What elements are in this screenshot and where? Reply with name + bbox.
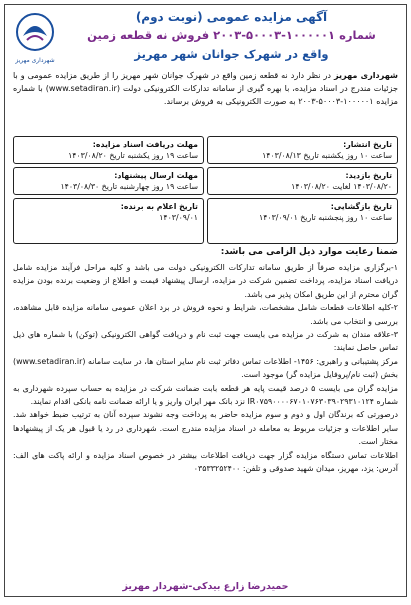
publish-date-box: [207, 136, 398, 164]
announce-date-label: تاریخ اعلام به برنده:: [120, 202, 198, 211]
visit-date-label: تاریخ بازدید:: [345, 171, 392, 180]
title-line-3: واقع در شهرک جوانان شهر مهریز: [134, 47, 329, 61]
opening-date-box: [207, 198, 398, 244]
docs-deadline-label: مهلت دریافت اسناد مزایده:: [92, 140, 198, 149]
svg-text:شهرداری مهریز: شهرداری مهریز: [15, 57, 55, 64]
submit-deadline-value: ساعت ۱۹ روز چهارشنبه تاریخ ۱۴۰۳/۰۸/۳۰: [60, 182, 198, 191]
opening-date-label: تاریخ بازگشایی:: [330, 202, 392, 211]
ad-header: [67, 9, 396, 63]
announce-date-value: ۱۴۰۳/۰۹/۰۱: [159, 213, 198, 222]
condition-paragraph: مزایده گران می بایست ۵ درصد قیمت پایه هر قطعه بابت ضمانت شرکت در مزایده به حساب سپرده شهرداری به شماره IR۰۷۵۹۰۰۰۰۶۷۰۱۰۷۶۳۰۳۹۰۲۹۳۱۰۱۲۴ نزد بانک مهر ایران واریز و یا ارائه ضمانت نامه بانکی اقدام نمایند.: [13, 383, 398, 407]
dates-grid: [13, 136, 398, 244]
mayor-signature: حمیدرضا زارع بیدکی-شهردار مهریز: [122, 581, 289, 592]
conditions-body: [13, 261, 398, 476]
publish-date-value: ساعت ۱۰ روز یکشنبه تاریخ ۱۴۰۳/۰۸/۱۳: [262, 151, 392, 160]
title-line-2: شماره ۱۰۰۰۰۰۱-۵۰۰۰۳-۲۰۰۳ فروش نه قطعه زمین: [87, 28, 376, 42]
submit-deadline-label: مهلت ارسال پیشنهاد:: [114, 171, 198, 180]
title-line-1: آگهی مزایده عمومی (نوبت دوم): [135, 10, 328, 24]
condition-paragraph: درصورتی که برندگان اول و دوم و سوم مزایده حاضر به پرداخت وجه نشوند سپرده آنان به ترتیب ضبط خواهد شد. سایر اطلاعات و جزئیات مربوط به معامله در اسناد مزایده مندرج است. شهرداری در رد یا قبول هر یک از پیشنهادها مختار است.: [13, 410, 398, 447]
intro-paragraph: [13, 69, 398, 108]
newspaper-ad: [4, 4, 407, 597]
publish-date-label: تاریخ انتشار:: [343, 140, 392, 149]
docs-deadline-box: [13, 136, 204, 164]
opening-date-value: ساعت ۱۰ روز پنجشنبه تاریخ ۱۴۰۳/۰۹/۰۱: [259, 213, 392, 222]
dates-column-left: [13, 136, 204, 244]
condition-paragraph: ۱-برگزاری مزایده صرفاً از طریق سامانه تدارکات الکترونیکی دولت می باشد و کلیه مراحل فرآیند مزایده شامل دریافت اسناد مزایده، پرداخت تضمین شرکت در مزایده، ارسال پیشنهاد قیمت و اطلاع از وضعیت برنده بودن مزایده گران محترم از این طریق امکان پذیر می باشد.: [13, 263, 398, 299]
condition-paragraph: ۳-علاقه مندان به شرکت در مزایده می بایست جهت ثبت نام و دریافت گواهی الکترونیکی (توکن) با شماره های ذیل تماس حاصل نمایند:: [13, 330, 398, 353]
condition-paragraph: مرکز پشتیبانی و راهبری: ۱۴۵۶- اطلاعات تماس دفاتر ثبت نام سایر استان ها، در سایت سامانه (www.setadiran.ir) بخش (ثبت نام/پروفایل مزایده گر) موجود است.: [13, 356, 399, 380]
intro-org: شهرداری مهریز: [333, 70, 399, 80]
visit-date-value: ۱۴۰۳/۰۸/۲۰ لغایت ۱۴۰۳/۰۸/۲۰: [291, 182, 392, 191]
docs-deadline-value: ساعت ۱۹ روز یکشنبه تاریخ ۱۴۰۳/۰۸/۲۰: [68, 151, 198, 160]
intro-text: در نظر دارد نه قطعه زمین واقع در شهرک جوانان شهر مهریز را از طریق مزایده عمومی و با جزئیات مندرج در اسناد مزایده، با بهره گیری از سامانه تدارکات الکترونیکی دولت (www.setadiran.ir) با شماره مزایده ۱۰۰۰۰۰۱-۵۰۰۰۳-۲۰۰۳ به صورت الکترونیکی به فروش برساند.: [13, 70, 398, 106]
condition-paragraph: اطلاعات تماس دستگاه مزایده گزار جهت دریافت اطلاعات بیشتر در خصوص اسناد مزایده و ارائه پاکت های الف: آدرس: یزد، مهریز، میدان شهید صدوقی و تلفن: ۰۳۵۳۳۲۵۲۴۰۰: [13, 450, 398, 474]
condition-paragraph: ۲-کلیه اطلاعات قطعات شامل مشخصات، شرایط و نحوه فروش در برد اعلان عمومی سامانه مزایده قابل مشاهده، بررسی و انتخاب می باشد.: [13, 303, 398, 326]
municipality-logo: [11, 10, 59, 66]
dates-column-right: [207, 136, 398, 244]
submit-deadline-box: [13, 167, 204, 195]
conditions-title: ضمنا رعایت موارد ذیل الزامی می باشد:: [220, 247, 398, 257]
announce-date-box: [13, 198, 204, 244]
visit-date-box: [207, 167, 398, 195]
